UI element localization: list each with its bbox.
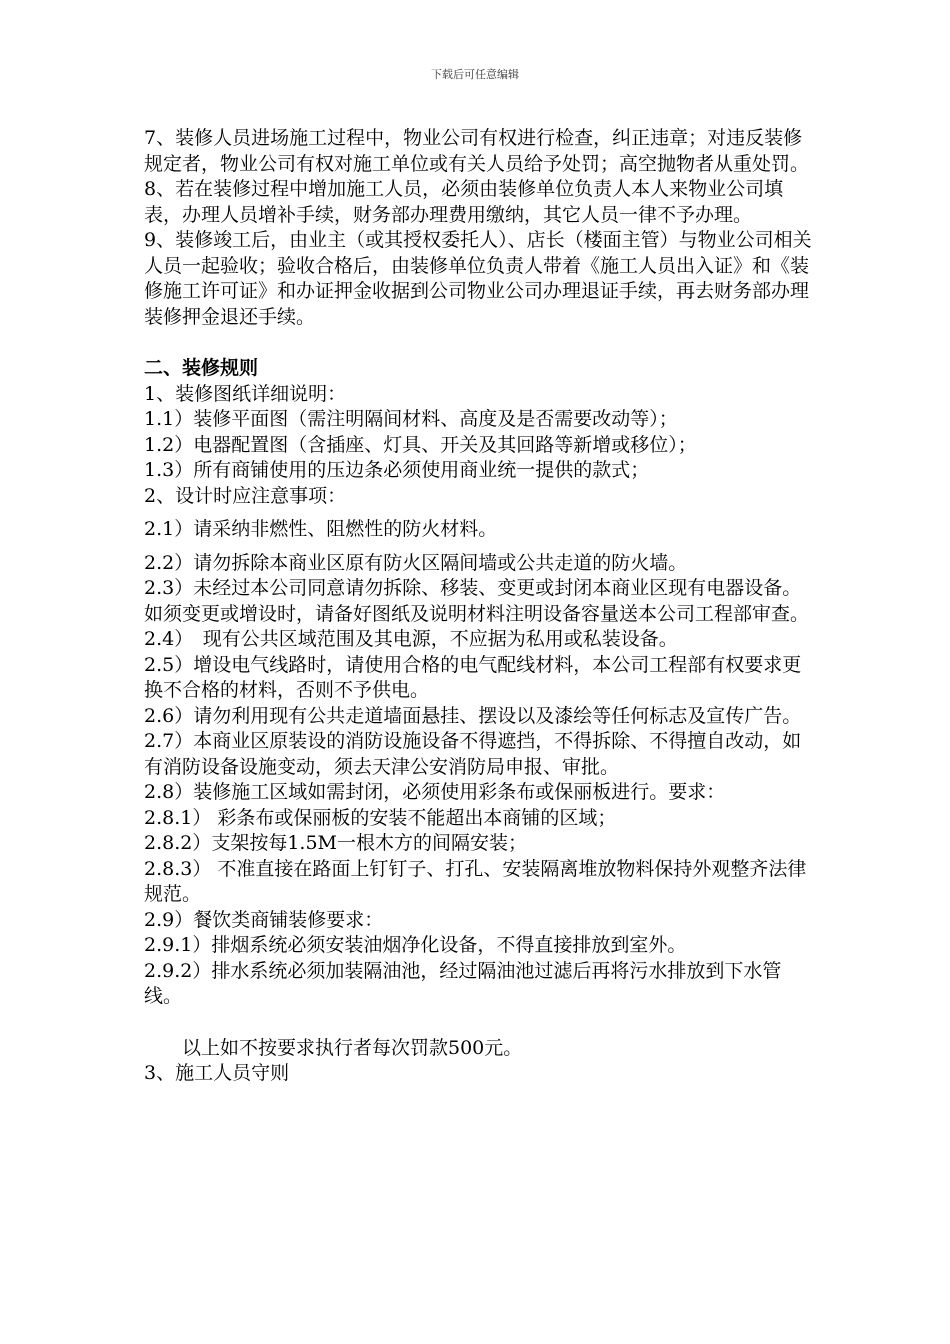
rule-2-8-2: 2.8.2）支架按每1.5M一根木方的间隔安装； bbox=[144, 832, 528, 854]
rule-2-8-1: 2.8.1） 彩条布或保丽板的安装不能超出本商铺的区域； bbox=[144, 806, 617, 829]
rule-2: 2、设计时应注意事项： bbox=[144, 484, 347, 507]
rule-1-1: 1.1）装修平面图（需注明隔间材料、高度及是否需要改动等）； bbox=[144, 408, 678, 430]
rule-2-2: 2.2）请勿拆除本商业区原有防火区隔间墙或公共走道的防火墙。 bbox=[144, 551, 688, 574]
penalty-note: 以上如不按要求执行者每次罚款500元。 bbox=[182, 1036, 523, 1059]
rule-2-8: 2.8）装修施工区域如需封闭，必须使用彩条布或保丽板进行。要求： bbox=[144, 781, 726, 803]
rule-2-7: 2.7）本商业区原装设的消防设施设备不得遮挡，不得拆除、不得擅自改动，如有消防设备设施变动，须去天津公安消防局申报、审批。 bbox=[144, 730, 802, 778]
rule-2-9-1: 2.9.1）排烟系统必须安装油烟净化设备，不得直接排放到室外。 bbox=[144, 934, 687, 956]
rule-1-3: 1.3）所有商铺使用的压边条必须使用商业统一提供的款式； bbox=[144, 459, 650, 481]
rule-2-9: 2.9）餐饮类商铺装修要求： bbox=[144, 908, 384, 931]
page-header: 下载后可任意编辑 bbox=[431, 68, 519, 81]
rule-2-1: 2.1）请采纳非燃性、阻燃性的防火材料。 bbox=[144, 518, 498, 540]
rule-2-5: 2.5）增设电气线路时，请使用合格的电气配线材料，本公司工程部有权要求更换不合格的材料，否则不予供电。 bbox=[144, 653, 802, 701]
rule-1-2: 1.2）电器配置图（含插座、灯具、开关及其回路等新增或移位）； bbox=[144, 433, 697, 456]
rule-1: 1、装修图纸详细说明： bbox=[144, 382, 347, 405]
rule-3: 3、施工人员守则 bbox=[144, 1062, 290, 1084]
rule-2-6: 2.6）请勿利用现有公共走道墙面悬挂、摆设以及漆绘等任何标志及宣传广告。 bbox=[144, 704, 802, 727]
paragraph-item-7: 7、装修人员进场施工过程中，物业公司有权进行检查，纠正违章；对违反装修规定者，物业公司有权对施工单位或有关人员给予处罚；高空抛物者从重处罚。 bbox=[144, 127, 810, 175]
paragraph-item-9: 9、装修竣工后，由业主（或其授权委托人）、店长（楼面主管）与物业公司相关人员一起验收；验收合格后，由装修单位负责人带着《施工人员出入证》和《装修施工许可证》和办证押金收据到公司物业公司办理退证手续，再去财务部办理装修押金退还手续。 bbox=[144, 229, 812, 328]
document-body bbox=[144, 126, 814, 1087]
rule-2-9-2: 2.9.2）排水系统必须加装隔油池，经过隔油池过滤后再将污水排放到下水管线。 bbox=[144, 959, 782, 1007]
rule-2-3: 2.3）未经过本公司同意请勿拆除、移装、变更或封闭本商业区现有电器设备。如须变更或增设时，请备好图纸及说明材料注明设备容量送本公司工程部审查。 bbox=[144, 577, 810, 625]
paragraph-item-8: 8、若在装修过程中增加施工人员，必须由装修单位负责人本人来物业公司填表，办理人员增补手续，财务部办理费用缴纳，其它人员一律不予办理。 bbox=[144, 178, 784, 226]
rule-2-4: 2.4） 现有公共区域范围及其电源，不应据为私用或私装设备。 bbox=[144, 628, 678, 650]
rule-2-8-3: 2.8.3） 不准直接在路面上钉钉子、打孔、安装隔离堆放物料保持外观整齐法律规范。 bbox=[144, 857, 807, 905]
section-heading: 二、装修规则 bbox=[144, 357, 259, 379]
